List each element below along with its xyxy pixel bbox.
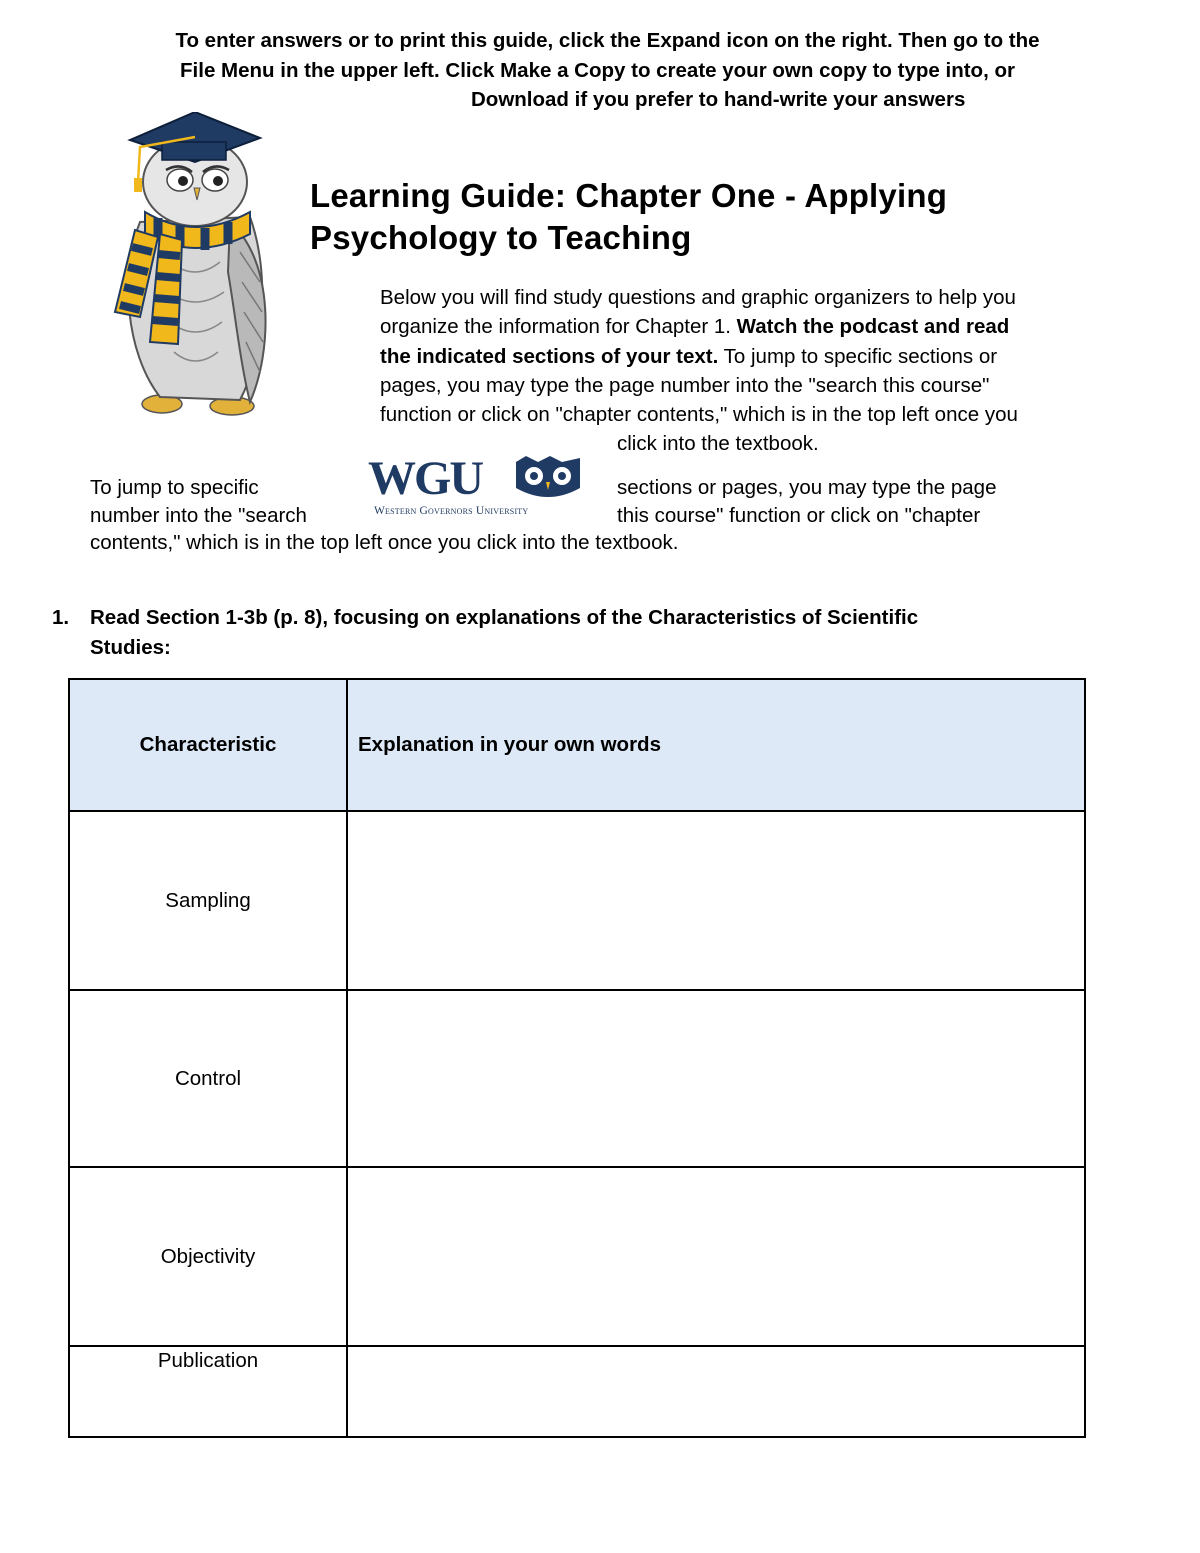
instructions-line: File Menu in the upper left. Click Make a Copy to create your own copy to type into, or [180,58,1015,82]
logo-subtitle: Western Governors University [374,505,529,517]
intro-paragraph [380,283,1125,459]
question-1 [52,603,1112,663]
column-header-characteristic: Characteristic [69,679,347,811]
answer-cell[interactable] [347,990,1085,1167]
answer-cell[interactable] [347,1346,1085,1437]
title-line: Learning Guide: Chapter One - Applying [310,177,948,214]
question-text: Read Section 1-3b (p. 8), focusing on explanations of the Characteristics of Scientific [90,606,919,629]
jump-line: number into the "search [90,503,307,527]
question-number: 1. [52,606,70,629]
intro-line: function or click on "chapter contents," which is in the top left once you [380,403,1018,427]
table-row [69,1346,1085,1437]
jump-line: this course" function or click on "chapter [617,503,981,527]
instructions-line: To enter answers or to print this guide, click the Expand icon on the right. Then go to the [175,29,1040,52]
intro-line: Below you will find study questions and graphic organizers to help you [380,286,1016,309]
graphic-organizer-table [68,678,1086,1438]
intro-emphasis: the indicated sections of your text. [380,344,719,368]
jump-text-left [90,474,307,529]
owl-mascot-illustration [100,112,275,422]
logo-wordmark: WGU [368,452,482,505]
jump-text-right [617,474,996,529]
owl-icon [516,456,580,497]
jump-line: To jump to specific [90,476,259,499]
answer-cell[interactable] [347,1167,1085,1346]
wgu-logo [366,452,588,520]
intro-emphasis: Watch the podcast and read [736,315,1010,339]
table-row [69,990,1085,1167]
column-header-explanation: Explanation in your own words [347,679,1085,811]
characteristic-cell: Objectivity [69,1167,347,1346]
intro-line: click into the textbook. [617,432,819,456]
table-header-row [69,679,1085,811]
intro-text: organize the information for Chapter 1. [380,315,737,339]
table-row [69,811,1085,990]
characteristic-cell: Publication [69,1346,347,1437]
jump-line: sections or pages, you may type the page [617,476,997,499]
characteristic-cell: Sampling [69,811,347,990]
intro-text: To jump to specific sections or [718,344,998,368]
title-line: Psychology to Teaching [310,219,692,256]
instructions-line: Download if you prefer to hand-write your answers [471,88,966,111]
jump-line: contents," which is in the top left once you click into the textbook. [90,531,679,554]
question-text: Studies: [90,636,171,659]
characteristic-cell: Control [69,990,347,1167]
table-row [69,1167,1085,1346]
answer-cell[interactable] [347,811,1085,990]
instructions [100,26,1115,115]
page-title [310,175,947,259]
intro-line: pages, you may type the page number into the "search this course" [380,373,990,397]
